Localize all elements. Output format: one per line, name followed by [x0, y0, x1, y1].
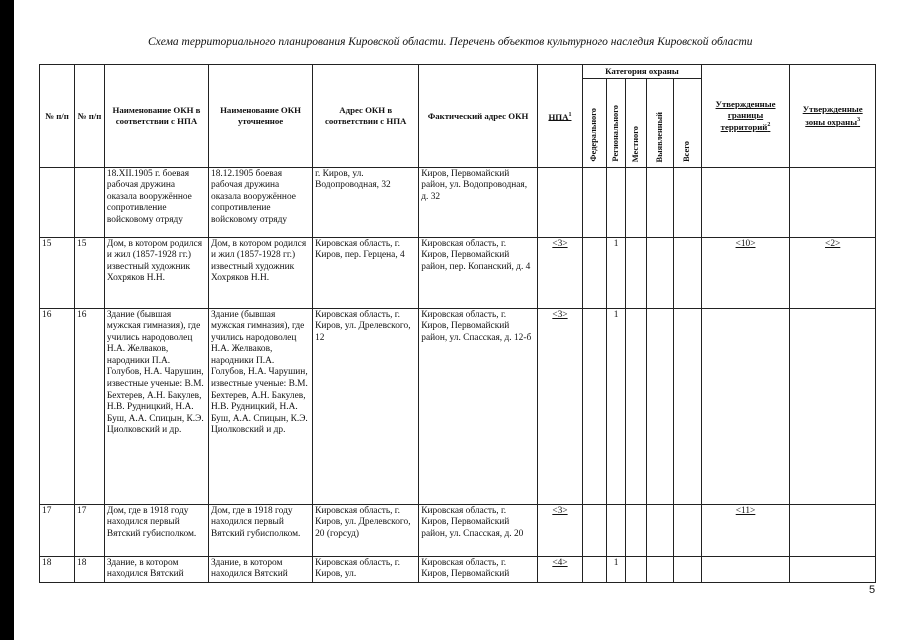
cell-federal	[583, 167, 607, 237]
cell-identified	[647, 308, 674, 504]
header-regional: Регионального	[606, 78, 626, 167]
header-name-refined: Наименование ОКН уточненное	[209, 65, 313, 168]
cell-local	[626, 308, 647, 504]
cell-identified	[647, 167, 674, 237]
cell-regional: 1	[606, 308, 626, 504]
cell-name-refined: Дом, где в 1918 году находился первый Вятский губисполком.	[209, 504, 313, 556]
cell-name-npa: Дом, в котором родился и жил (1857-1928 гг.) известный художник Хохряков Н.Н.	[104, 237, 208, 308]
cell-address-actual: Кировская область, г. Киров, Первомайский район, пер. Копанский, д. 4	[419, 237, 538, 308]
document-title: Схема территориального планирования Кировской области. Перечень объектов культурного наследия Кировской области	[148, 36, 753, 48]
header-address-actual: Фактический адрес ОКН	[419, 65, 538, 168]
header-approved-zones: Утвержденные зоны охраны$^3$	[790, 65, 876, 168]
table-row	[40, 167, 876, 237]
header-local: Местного	[626, 78, 647, 167]
cell-npa: <3>	[537, 237, 582, 308]
cell-name-refined: Здание (бывшая мужская гимназия), где учились народоволец Н.А. Желваков, народники П.А. Голубов, Н.А. Чарушин, известные ученые: В.М. Бехтерев, А.Н. Бакулев, Н.В. Рудницкий, Н.А. Буш, А.А. Спицын, К.Э. Циолковский и др.	[209, 308, 313, 504]
cell-n2: 15	[75, 237, 105, 308]
header-name-npa: Наименование ОКН в соответствии с НПА	[104, 65, 208, 168]
cell-npa: <3>	[537, 504, 582, 556]
cell-address-actual: Кировская область, г. Киров, Первомайский	[419, 556, 538, 582]
cell-n1: 16	[40, 308, 75, 504]
page-number: 5	[869, 584, 876, 596]
cell-npa: <4>	[537, 556, 582, 582]
cell-name-npa: Здание (бывшая мужская гимназия), где учились народоволец Н.А. Желваков, народники П.А. Голубов, Н.А. Чарушин, известные ученые: В.М. Бехтерев, А.Н. Бакулев, Н.В. Рудницкий, Н.А. Буш, А.А. Спицын, К.Э. Циолковский и др.	[104, 308, 208, 504]
cell-npa	[537, 167, 582, 237]
cell-n1: 18	[40, 556, 75, 582]
cell-address-actual: Кировская область, г. Киров, Первомайский район, ул. Спасская, д. 12-б	[419, 308, 538, 504]
heritage-objects-table	[39, 64, 876, 583]
header-category: Категория охраны	[583, 65, 702, 79]
cell-zones	[790, 308, 876, 504]
cell-address-npa: Кировская область, г. Киров, ул.	[313, 556, 419, 582]
table-row	[40, 237, 876, 308]
cell-total	[673, 237, 701, 308]
cell-total	[673, 167, 701, 237]
cell-federal	[583, 504, 607, 556]
cell-name-refined: Дом, в котором родился и жил (1857-1928 гг.) известный художник Хохряков Н.Н.	[209, 237, 313, 308]
cell-address-actual: Кировская область, г. Киров, Первомайский район, ул. Спасская, д. 20	[419, 504, 538, 556]
cell-total	[673, 504, 701, 556]
cell-territory	[701, 308, 790, 504]
cell-local	[626, 167, 647, 237]
table-row	[40, 308, 876, 504]
cell-territory: <11>	[701, 504, 790, 556]
cell-territory	[701, 556, 790, 582]
cell-zones	[790, 556, 876, 582]
cell-regional	[606, 504, 626, 556]
cell-local	[626, 237, 647, 308]
cell-total	[673, 556, 701, 582]
cell-address-actual: Киров, Первомайский район, ул. Водопроводная, д. 32	[419, 167, 538, 237]
cell-zones	[790, 167, 876, 237]
header-n2: № п/п	[75, 65, 105, 168]
cell-n2: 18	[75, 556, 105, 582]
cell-n2	[75, 167, 105, 237]
cell-name-refined: Здание, в котором находился Вятский	[209, 556, 313, 582]
header-npa: НПА$^1$	[537, 65, 582, 168]
table-row	[40, 556, 876, 582]
cell-local	[626, 504, 647, 556]
cell-identified	[647, 237, 674, 308]
cell-total	[673, 308, 701, 504]
header-address-npa: Адрес ОКН в соответствии с НПА	[313, 65, 419, 168]
cell-regional: 1	[606, 237, 626, 308]
cell-regional: 1	[606, 556, 626, 582]
cell-n1: 15	[40, 237, 75, 308]
cell-address-npa: Кировская область, г. Киров, пер. Герцена, 4	[313, 237, 419, 308]
cell-address-npa: Кировская область, г. Киров, ул. Дрелевского, 20 (горсуд)	[313, 504, 419, 556]
cell-federal	[583, 237, 607, 308]
cell-address-npa: г. Киров, ул. Водопроводная, 32	[313, 167, 419, 237]
cell-n2: 17	[75, 504, 105, 556]
cell-federal	[583, 308, 607, 504]
header-federal: Федерального	[583, 78, 607, 167]
cell-n1	[40, 167, 75, 237]
cell-name-npa: Дом, где в 1918 году находился первый Вятский губисполком.	[104, 504, 208, 556]
cell-address-npa: Кировская область, г. Киров, ул. Дрелевского, 12	[313, 308, 419, 504]
cell-territory	[701, 167, 790, 237]
cell-name-npa: Здание, в котором находился Вятский	[104, 556, 208, 582]
cell-regional	[606, 167, 626, 237]
cell-zones	[790, 504, 876, 556]
cell-federal	[583, 556, 607, 582]
header-total: Всего	[673, 78, 701, 167]
cell-npa: <3>	[537, 308, 582, 504]
cell-name-refined: 18.12.1905 боевая рабочая дружина оказала вооружённое сопротивление войсковому отряду	[209, 167, 313, 237]
cell-n1: 17	[40, 504, 75, 556]
cell-name-npa: 18.XII.1905 г. боевая рабочая дружина оказала вооружённое сопротивление войсковому отряду	[104, 167, 208, 237]
cell-zones: <2>	[790, 237, 876, 308]
cell-local	[626, 556, 647, 582]
cell-territory: <10>	[701, 237, 790, 308]
cell-identified	[647, 504, 674, 556]
header-identified: Выявленный	[647, 78, 674, 167]
cell-n2: 16	[75, 308, 105, 504]
header-n1: № п/п	[40, 65, 75, 168]
table-row	[40, 504, 876, 556]
header-approved-territory: Утвержденные границы территорий$^2$	[701, 65, 790, 168]
scan-left-border	[0, 0, 14, 640]
cell-identified	[647, 556, 674, 582]
